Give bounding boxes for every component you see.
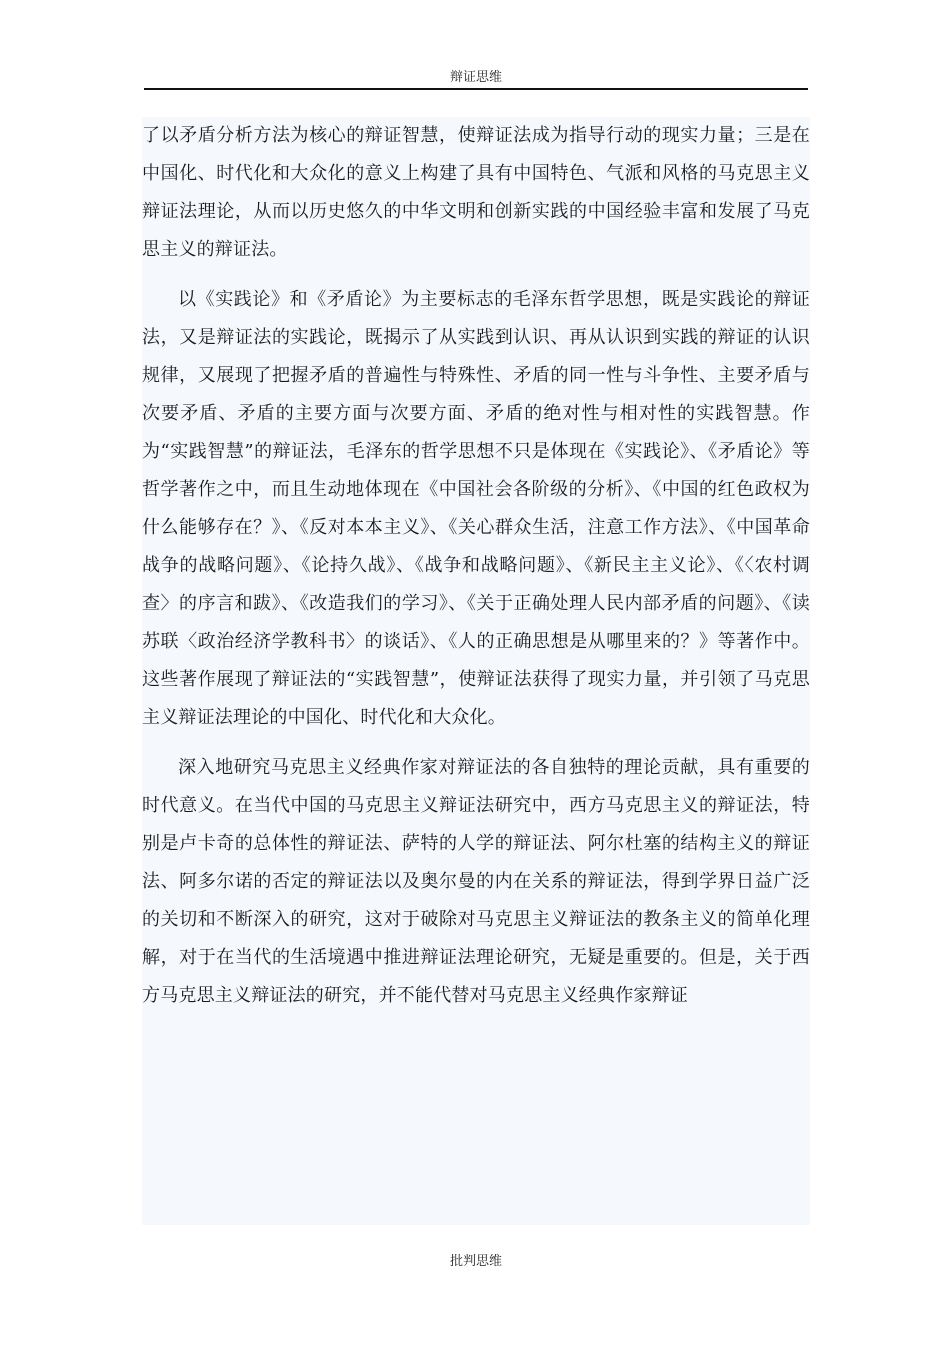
paragraph-mao-philosophy: 以《实践论》和《矛盾论》为主要标志的毛泽东哲学思想，既是实践论的辩证法，又是辩证法的实践论，既揭示了从实践到认识、再从认识到实践的辩证的认识规律，又展现了把握矛盾的普遍性与特殊性、矛盾的同一性与斗争性、主要矛盾与次要矛盾、矛盾的主要方面与次要方面、矛盾的绝对性与相对性的实践智慧。作为“实践智慧”的辩证法，毛泽东的哲学思想不只是体现在《实践论》、《矛盾论》等哲学著作之中，而且生动地体现在《中国社会各阶级的分析》、《中国的红色政权为什么能够存在？》、《反对本本主义》、《关心群众生活，注意工作方法》、《中国革命战争的战略问题》、《论持久战》、《战争和战略问题》、《新民主主义论》、《〈农村调查〉的序言和跋》、《改造我们的学习》、《关于正确处理人民内部矛盾的问题》、《读苏联〈政治经济学教科书〉的谈话》、《人的正确思想是从哪里来的？》等著作中。这些著作展现了辩证法的“实践智慧”，使辩证法获得了现实力量，并引领了马克思主义辩证法理论的中国化、时代化和大众化。: [142, 289, 810, 728]
page-body: [142, 117, 810, 1225]
page-header-title: 辩证思维: [449, 70, 502, 85]
header-divider: [144, 88, 808, 90]
page-footer-title: 批判思维: [449, 1254, 502, 1269]
paragraph-continuation: 了以矛盾分析方法为核心的辩证智慧，使辩证法成为指导行动的现实力量；三是在中国化、时代化和大众化的意义上构建了具有中国特色、气派和风格的马克思主义辩证法理论，从而以历史悠久的中华文明和创新实践的中国经验丰富和发展了马克思主义的辩证法。: [142, 125, 810, 260]
paragraph-research-significance: 深入地研究马克思主义经典作家对辩证法的各自独特的理论贡献，具有重要的时代意义。在当代中国的马克思主义辩证法研究中，西方马克思主义的辩证法，特别是卢卡奇的总体性的辩证法、萨特的人学的辩证法、阿尔杜塞的结构主义的辩证法、阿多尔诺的否定的辩证法以及奥尔曼的内在关系的辩证法，得到学界日益广泛的关切和不断深入的研究，这对于破除对马克思主义辩证法的教条主义的简单化理解，对于在当代的生活境遇中推进辩证法理论研究，无疑是重要的。但是，关于西方马克思主义辩证法的研究，并不能代替对马克思主义经典作家辩证: [142, 757, 810, 1006]
